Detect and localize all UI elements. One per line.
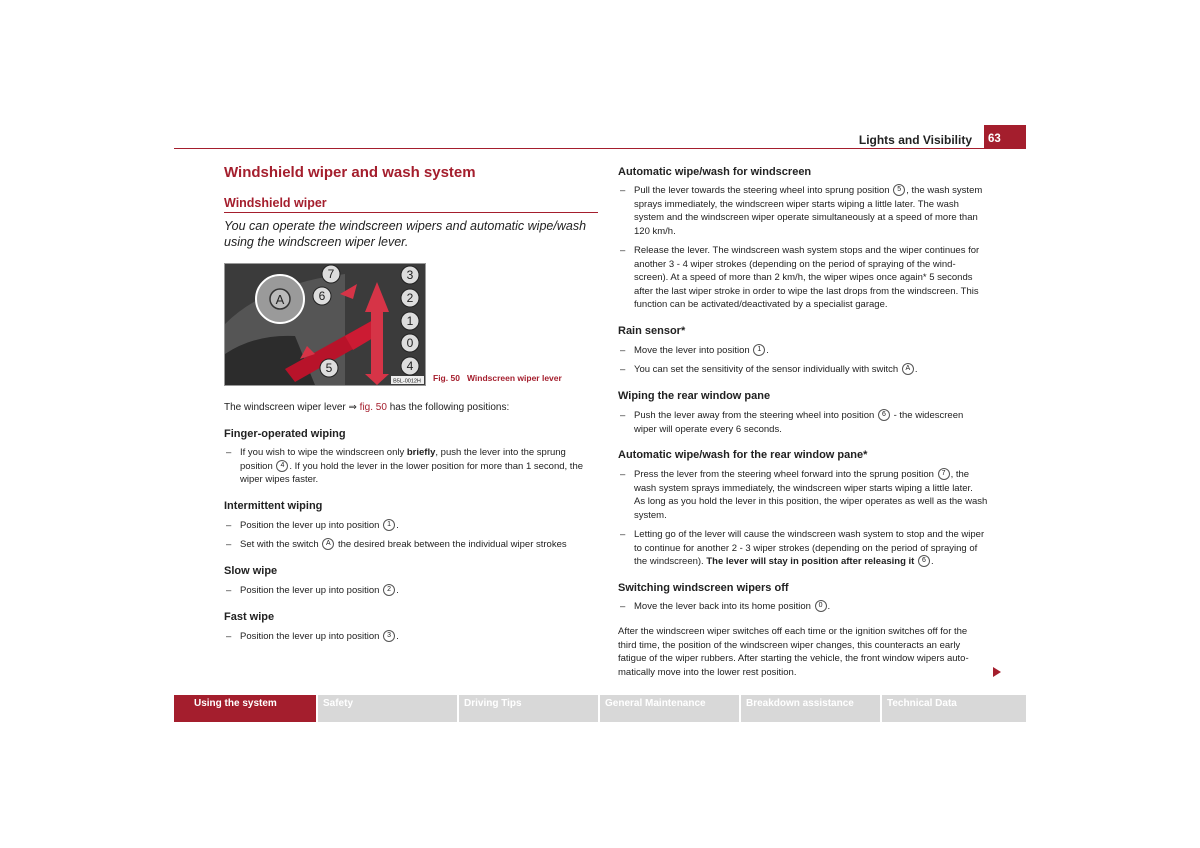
figure-caption-text: Windscreen wiper lever <box>466 373 562 383</box>
heading-rain-sensor: Rain sensor* <box>618 325 686 337</box>
callout-label-1: 1 <box>406 314 414 328</box>
wiper-lever-figure <box>224 263 426 386</box>
nav-tab-safety[interactable]: Safety <box>318 695 457 722</box>
nav-tab-general-maintenance[interactable]: General Maintenance <box>600 695 739 722</box>
callout-label-4: 4 <box>406 359 414 373</box>
list-item: – Move the lever into position 1 . <box>620 345 769 356</box>
position-marker: 1 <box>383 519 395 531</box>
heading-rear-window: Wiping the rear window pane <box>618 390 771 402</box>
callout-label-0: 0 <box>406 336 414 350</box>
heading-switch-off: Switching windscreen wipers off <box>618 582 789 594</box>
switch-marker: A <box>902 363 914 375</box>
heading-slow-wipe: Slow wipe <box>224 565 278 577</box>
list-item: – You can set the sensitivity of the sensor individually with switch A . <box>620 364 918 375</box>
subtitle-rule <box>224 212 598 213</box>
section-subtitle: Windshield wiper <box>224 196 327 210</box>
callout-label-6: 6 <box>318 289 326 303</box>
nav-tab-driving-tips[interactable]: Driving Tips <box>459 695 598 722</box>
callout-label-2: 2 <box>406 291 414 305</box>
header-rule <box>174 148 984 149</box>
heading-intermittent-wiping: Intermittent wiping <box>224 500 323 512</box>
list-item: – Move the lever back into its home position 0 . <box>620 601 831 612</box>
figure-number: Fig. 50 <box>433 373 460 383</box>
position-marker: 3 <box>383 630 395 642</box>
figref-after: has the following positions: <box>389 402 510 413</box>
position-marker: 7 <box>938 468 950 480</box>
list-item: – Press the lever from the steering wheel forward into the sprung position 7 , the wash system sprays immediately, the windscreen wiper starts wiping a little later. As long as you hold the lever in this position, the wiper operates as well as the wash system. <box>620 469 988 521</box>
running-header-title: Lights and Visibility <box>858 133 972 147</box>
figure-reference-sentence <box>224 402 509 413</box>
switch-marker: A <box>322 538 334 550</box>
callout-label-5: 5 <box>325 361 333 375</box>
figure-caption <box>433 373 562 383</box>
list-item: – Set with the switch A the desired break between the individual wiper strokes <box>226 539 567 550</box>
heading-auto-wipe-wash: Automatic wipe/wash for windscreen <box>618 166 812 178</box>
nav-tab-using-the-system[interactable]: Using the system <box>174 695 316 722</box>
position-marker: 5 <box>893 184 905 196</box>
heading-finger-wiping: Finger-operated wiping <box>224 428 346 440</box>
figure-link[interactable]: fig. 50 <box>359 402 387 413</box>
position-marker: 6 <box>878 409 890 421</box>
closing-paragraph: After the windscreen wiper switches off each time or the ignition switches off for the third time, the position of the windscreen wiper changes, this counteracts an early fatigue of the wiper rubbers. After starting the vehicle, the front window wipers auto- matically move into the lower rest position. <box>618 626 969 678</box>
position-marker: 0 <box>815 600 827 612</box>
page-title: Windshield wiper and wash system <box>224 164 476 181</box>
nav-tab-technical-data[interactable]: Technical Data <box>882 695 1026 722</box>
callout-label-7: 7 <box>327 267 335 281</box>
position-marker: 6 <box>918 555 930 567</box>
wiper-lever-illustration <box>225 264 425 385</box>
list-item: – If you wish to wipe the windscreen only briefly, push the lever into the sprung position 4 . If you hold the lever in the lower position for more than 1 second, the wiper wipes faster. <box>226 447 584 485</box>
figure-code: B5L-0012H <box>393 378 421 385</box>
callout-label-3: 3 <box>406 268 414 282</box>
list-item: – Letting go of the lever will cause the windscreen wash system to stop and the wiper to continue for another 2 - 3 wiper strokes (depending on the period of spraying of the windscreen). The lever will stay in position after releasing it 6 . <box>620 529 985 567</box>
list-item: – Position the lever up into position 1 . <box>226 520 399 531</box>
position-marker: 1 <box>753 344 765 356</box>
chapter-nav <box>174 695 1026 722</box>
callout-label-A: A <box>275 292 285 307</box>
list-item: – Position the lever up into position 2 . <box>226 585 399 596</box>
intro-text: You can operate the windscreen wipers and automatic wipe/wash using the windscreen wiper lever. <box>224 219 587 249</box>
list-item: – Pull the lever towards the steering wheel into sprung position 5 , the wash system sprays immediately, the windscreen wiper starts wiping a little later. The wash system and the windscreen wiper operate simultaneously at a speed of more than 120 km/h. <box>620 185 983 237</box>
page-number: 63 <box>984 125 1026 149</box>
nav-tab-breakdown-assistance[interactable]: Breakdown assistance <box>741 695 880 722</box>
figref-before: The windscreen wiper lever ⇒ <box>224 402 357 413</box>
heading-fast-wipe: Fast wipe <box>224 611 275 623</box>
list-item: – Push the lever away from the steering wheel into position 6 - the widescreen wiper will operate every 6 seconds. <box>620 410 964 435</box>
list-item: – Position the lever up into position 3 . <box>226 631 399 642</box>
list-item: – Release the lever. The windscreen wash system stops and the wiper continues for another 3 - 4 wiper strokes (depending on the period of spraying of the wind- screen). At a speed of more than 2 km/h, the wiper wipes once again* 5 seconds after the last wiper stroke in order to wipe the last drops from the windscreen. This function can be activated/deactivated by a specialist garage. <box>620 245 980 310</box>
next-page-arrow-icon[interactable] <box>993 667 1001 677</box>
position-marker: 4 <box>276 460 288 472</box>
position-marker: 2 <box>383 584 395 596</box>
heading-auto-rear: Automatic wipe/wash for the rear window pane* <box>618 449 868 461</box>
